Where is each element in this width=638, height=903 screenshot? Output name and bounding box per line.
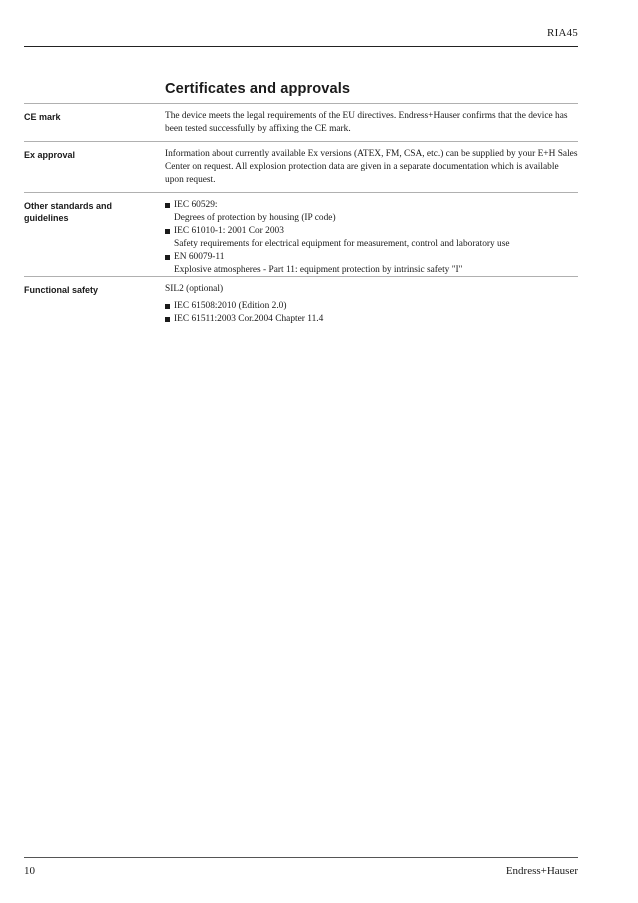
standard-description: Degrees of protection by housing (IP code) [174,213,336,223]
functional-safety-label: Functional safety [24,285,99,295]
section-title: Certificates and approvals [165,81,351,97]
safety-standard: IEC 61511:2003 Cor.2004 Chapter 11.4 [174,314,324,324]
standard-title: IEC 61010-1: 2001 Cor 2003 [174,226,284,236]
safety-standards-list [165,300,579,326]
other-standards-row [24,192,578,277]
ce-mark-row [24,103,578,142]
ex-approval-content [165,148,579,187]
other-standards-content [165,199,579,277]
bullet-square-icon [165,229,170,234]
bullet-square-icon [165,203,170,208]
standards-list [165,199,579,277]
list-item [165,313,579,326]
ex-approval-row [24,141,578,193]
ce-mark-label: CE mark [24,112,61,122]
standard-description: Explosive atmospheres - Part 11: equipment protection by intrinsic safety "I" [174,265,463,275]
list-item [165,199,579,225]
footer-brand: Endress+Hauser [505,865,578,877]
bullet-square-icon [165,255,170,260]
document-code: RIA45 [547,27,578,39]
footer-rule [24,857,578,858]
list-item [165,225,579,251]
safety-standard: IEC 61508:2010 (Edition 2.0) [174,301,287,311]
ex-approval-label: Ex approval [24,150,76,160]
other-standards-label: Other standards and guidelines [24,201,113,223]
list-item [165,300,579,313]
standard-description: Safety requirements for electrical equipment for measurement, control and laboratory use [174,239,510,249]
ce-mark-content [165,110,579,136]
functional-safety-content [165,283,579,326]
standard-title: IEC 60529: [174,200,218,210]
standard-title: EN 60079-11 [174,252,225,262]
functional-safety-row [24,276,578,337]
functional-safety-intro: SIL2 (optional) [165,284,224,294]
header-rule [24,46,578,47]
ex-approval-text: Information about currently available Ex versions (ATEX, FM, CSA, etc.) can be supplied by your E+H Sales Center on request. All explosion protection data are given in a separate documentation which is available upon request. [165,149,578,185]
page-number: 10 [24,865,35,877]
ce-mark-text: The device meets the legal requirements of the EU directives. Endress+Hauser confirms that the device has been tested successfully by affixing the CE mark. [165,111,568,134]
bullet-square-icon [165,317,170,322]
list-item [165,251,579,277]
bullet-square-icon [165,304,170,309]
